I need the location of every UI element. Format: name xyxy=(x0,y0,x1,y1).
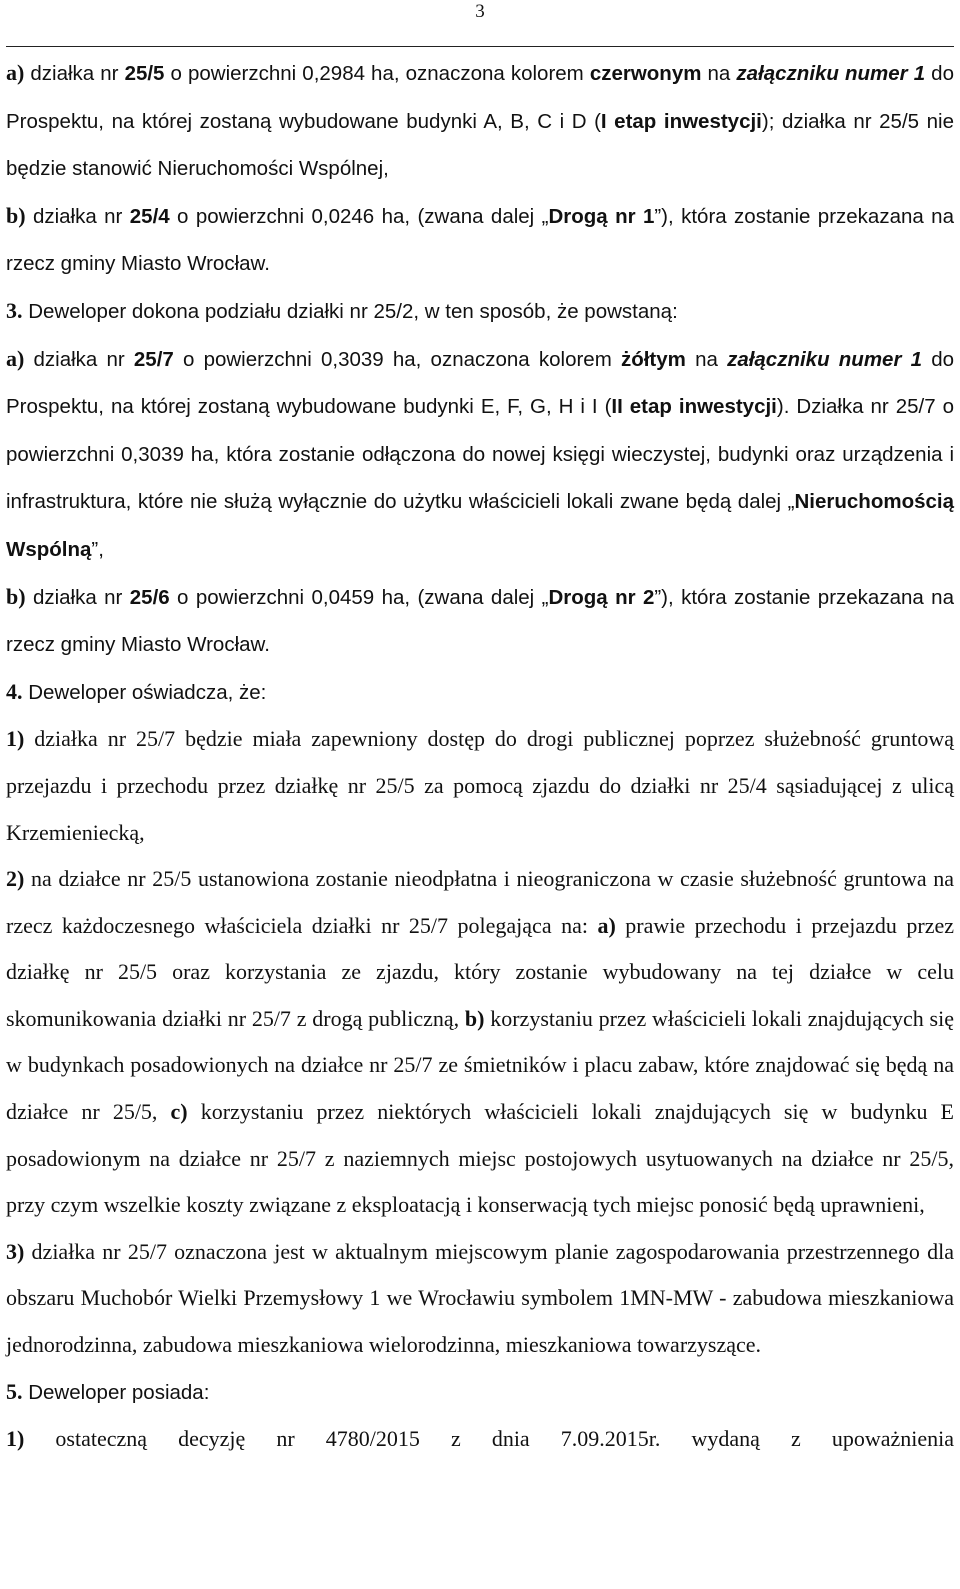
item-label: 1) xyxy=(6,726,25,752)
text: prawie przechodu i przejazdu przez działkę nr 25/5 oraz korzystania ze zjazdu, który zostanie wybudowany na tej działce w celu skomunikowania działki nr 25/7 z drogą publiczną, xyxy=(6,912,954,1031)
item-label: b) xyxy=(6,202,26,228)
text: o powierzchni 0,2984 ha, oznaczona kolorem xyxy=(164,62,590,85)
paragraph-4-2 xyxy=(6,856,954,1229)
sub-item-label: b) xyxy=(464,1005,485,1031)
road-name: Drogą nr 1 xyxy=(548,204,655,228)
text: ”), która zostanie przekazana na rzecz gminy Miasto Wrocław. xyxy=(6,204,954,276)
plot-number: 25/5 xyxy=(124,62,165,85)
text: działka nr xyxy=(24,62,125,85)
item-label: 3) xyxy=(6,1238,25,1264)
paragraph-3 xyxy=(6,288,954,336)
text: Deweloper oświadcza, że: xyxy=(22,680,267,704)
paragraph-5-1 xyxy=(6,1416,954,1463)
item-label: b) xyxy=(6,583,26,609)
paragraph-5 xyxy=(6,1369,954,1417)
paragraph-2b xyxy=(6,193,954,288)
text: Deweloper posiada: xyxy=(22,1380,210,1404)
text: działka nr 25/7 oznaczona jest w aktualnym miejscowym planie zagospodarowania przestrzennego dla obszaru Muchobór Wielki Przemysłowy 1 we Wrocławiu symbolem 1MN-MW - zabudowa mieszkaniowa jednorodzinna, zabudowa mieszkaniowa wielorodzinna, mieszkaniowa towarzyszące. xyxy=(6,1238,954,1358)
text: do Prospektu, na której zostaną wybudowane budynki E, F, G, H i I ( xyxy=(6,347,954,419)
road-name: Drogą nr 2 xyxy=(548,585,655,609)
item-label: 1) xyxy=(6,1426,25,1452)
document-body xyxy=(6,50,954,1463)
text: działka nr 25/7 będzie miała zapewniony dostęp do drogi publicznej poprzez służebność gruntową przejazdu i przechodu przez działkę nr 25/5 za pomocą zjazdu do działki nr 25/4 sąsiadującej z ulicą Krzemieniecką, xyxy=(6,726,954,845)
text: ostateczną decyzję nr 4780/2015 z dnia 7.09.2015r. wydaną z upoważnienia xyxy=(24,1426,954,1452)
header-rule xyxy=(6,46,954,47)
page-number: 3 xyxy=(475,1,485,22)
text: działka nr xyxy=(25,585,130,609)
section-number: 4. xyxy=(6,678,23,704)
paragraph-4-3 xyxy=(6,1229,954,1369)
paragraph-3a xyxy=(6,336,954,574)
sub-item-label: c) xyxy=(170,1099,188,1125)
text: ”), która zostanie przekazana na rzecz gminy Miasto Wrocław. xyxy=(6,585,954,657)
plot-number: 25/7 xyxy=(133,347,174,371)
attachment-reference: załączniku numer 1 xyxy=(736,62,926,85)
text: działka nr xyxy=(25,204,130,228)
text: do Prospektu, na której zostaną wybudowane budynki A, B, C i D ( xyxy=(6,62,954,133)
text: na działce nr 25/5 ustanowiona zostanie nieodpłatna i nieograniczona w czasie służebność gruntowa na rzecz każdoczesnego właściciela działki nr 25/7 polegająca na: xyxy=(6,866,954,938)
paragraph-2a xyxy=(6,50,954,193)
color-label: żółtym xyxy=(620,347,686,371)
text: korzystaniu przez właścicieli lokali znajdujących się w budynkach posadowionych na działce nr 25/7 ze śmietników i placu zabaw, które znajdować się będą na działce nr 25/5, xyxy=(6,1005,954,1125)
text: o powierzchni 0,3039 ha, oznaczona kolorem xyxy=(173,347,621,371)
sub-item-label: a) xyxy=(597,912,616,938)
text: Deweloper dokona podziału działki nr 25/2, w ten sposób, że powstaną: xyxy=(22,299,678,323)
text: o powierzchni 0,0459 ha, (zwana dalej „ xyxy=(169,585,549,609)
paragraph-4 xyxy=(6,669,954,717)
stage-label: I etap inwestycji xyxy=(600,109,762,133)
text: o powierzchni 0,0246 ha, (zwana dalej „ xyxy=(169,204,549,228)
item-label: a) xyxy=(6,345,25,371)
paragraph-4-1 xyxy=(6,716,954,856)
attachment-reference: załączniku numer 1 xyxy=(727,347,923,371)
paragraph-3b xyxy=(6,574,954,669)
text: działka nr xyxy=(24,347,134,371)
plot-number: 25/4 xyxy=(129,204,170,228)
common-property-label: Nieruchomością Wspólną xyxy=(6,490,954,561)
text: na xyxy=(685,347,728,371)
text: ); działka nr 25/5 nie będzie stanowić Nieruchomości Wspólnej, xyxy=(6,109,954,181)
stage-label: II etap inwestycji xyxy=(611,395,777,419)
text: ). Działka nr 25/7 o powierzchni 0,3039 ha, która zostanie odłączona do nowej księgi wieczystej, budynki oraz urządzenia i infrastruktura, które nie służą wyłącznie do użytku właścicieli lokali zwane będą dalej „ xyxy=(6,395,954,514)
section-number: 3. xyxy=(6,297,23,323)
color-label: czerwonym xyxy=(589,62,702,85)
plot-number: 25/6 xyxy=(129,585,170,609)
text: na xyxy=(701,62,737,85)
item-label: a) xyxy=(6,60,25,85)
section-number: 5. xyxy=(6,1378,23,1404)
text: korzystaniu przez niektórych właścicieli lokali znajdujących się w budynku E posadowionym na działce nr 25/7 z naziemnych miejsc postojowych usytuowanych na działce nr 25/5, przy czym wszelkie koszty związane z eksploatacją i konserwacją tych miejsc ponosić będą uprawnieni, xyxy=(6,1099,954,1218)
item-label: 2) xyxy=(6,866,25,892)
text: ”, xyxy=(91,537,104,561)
